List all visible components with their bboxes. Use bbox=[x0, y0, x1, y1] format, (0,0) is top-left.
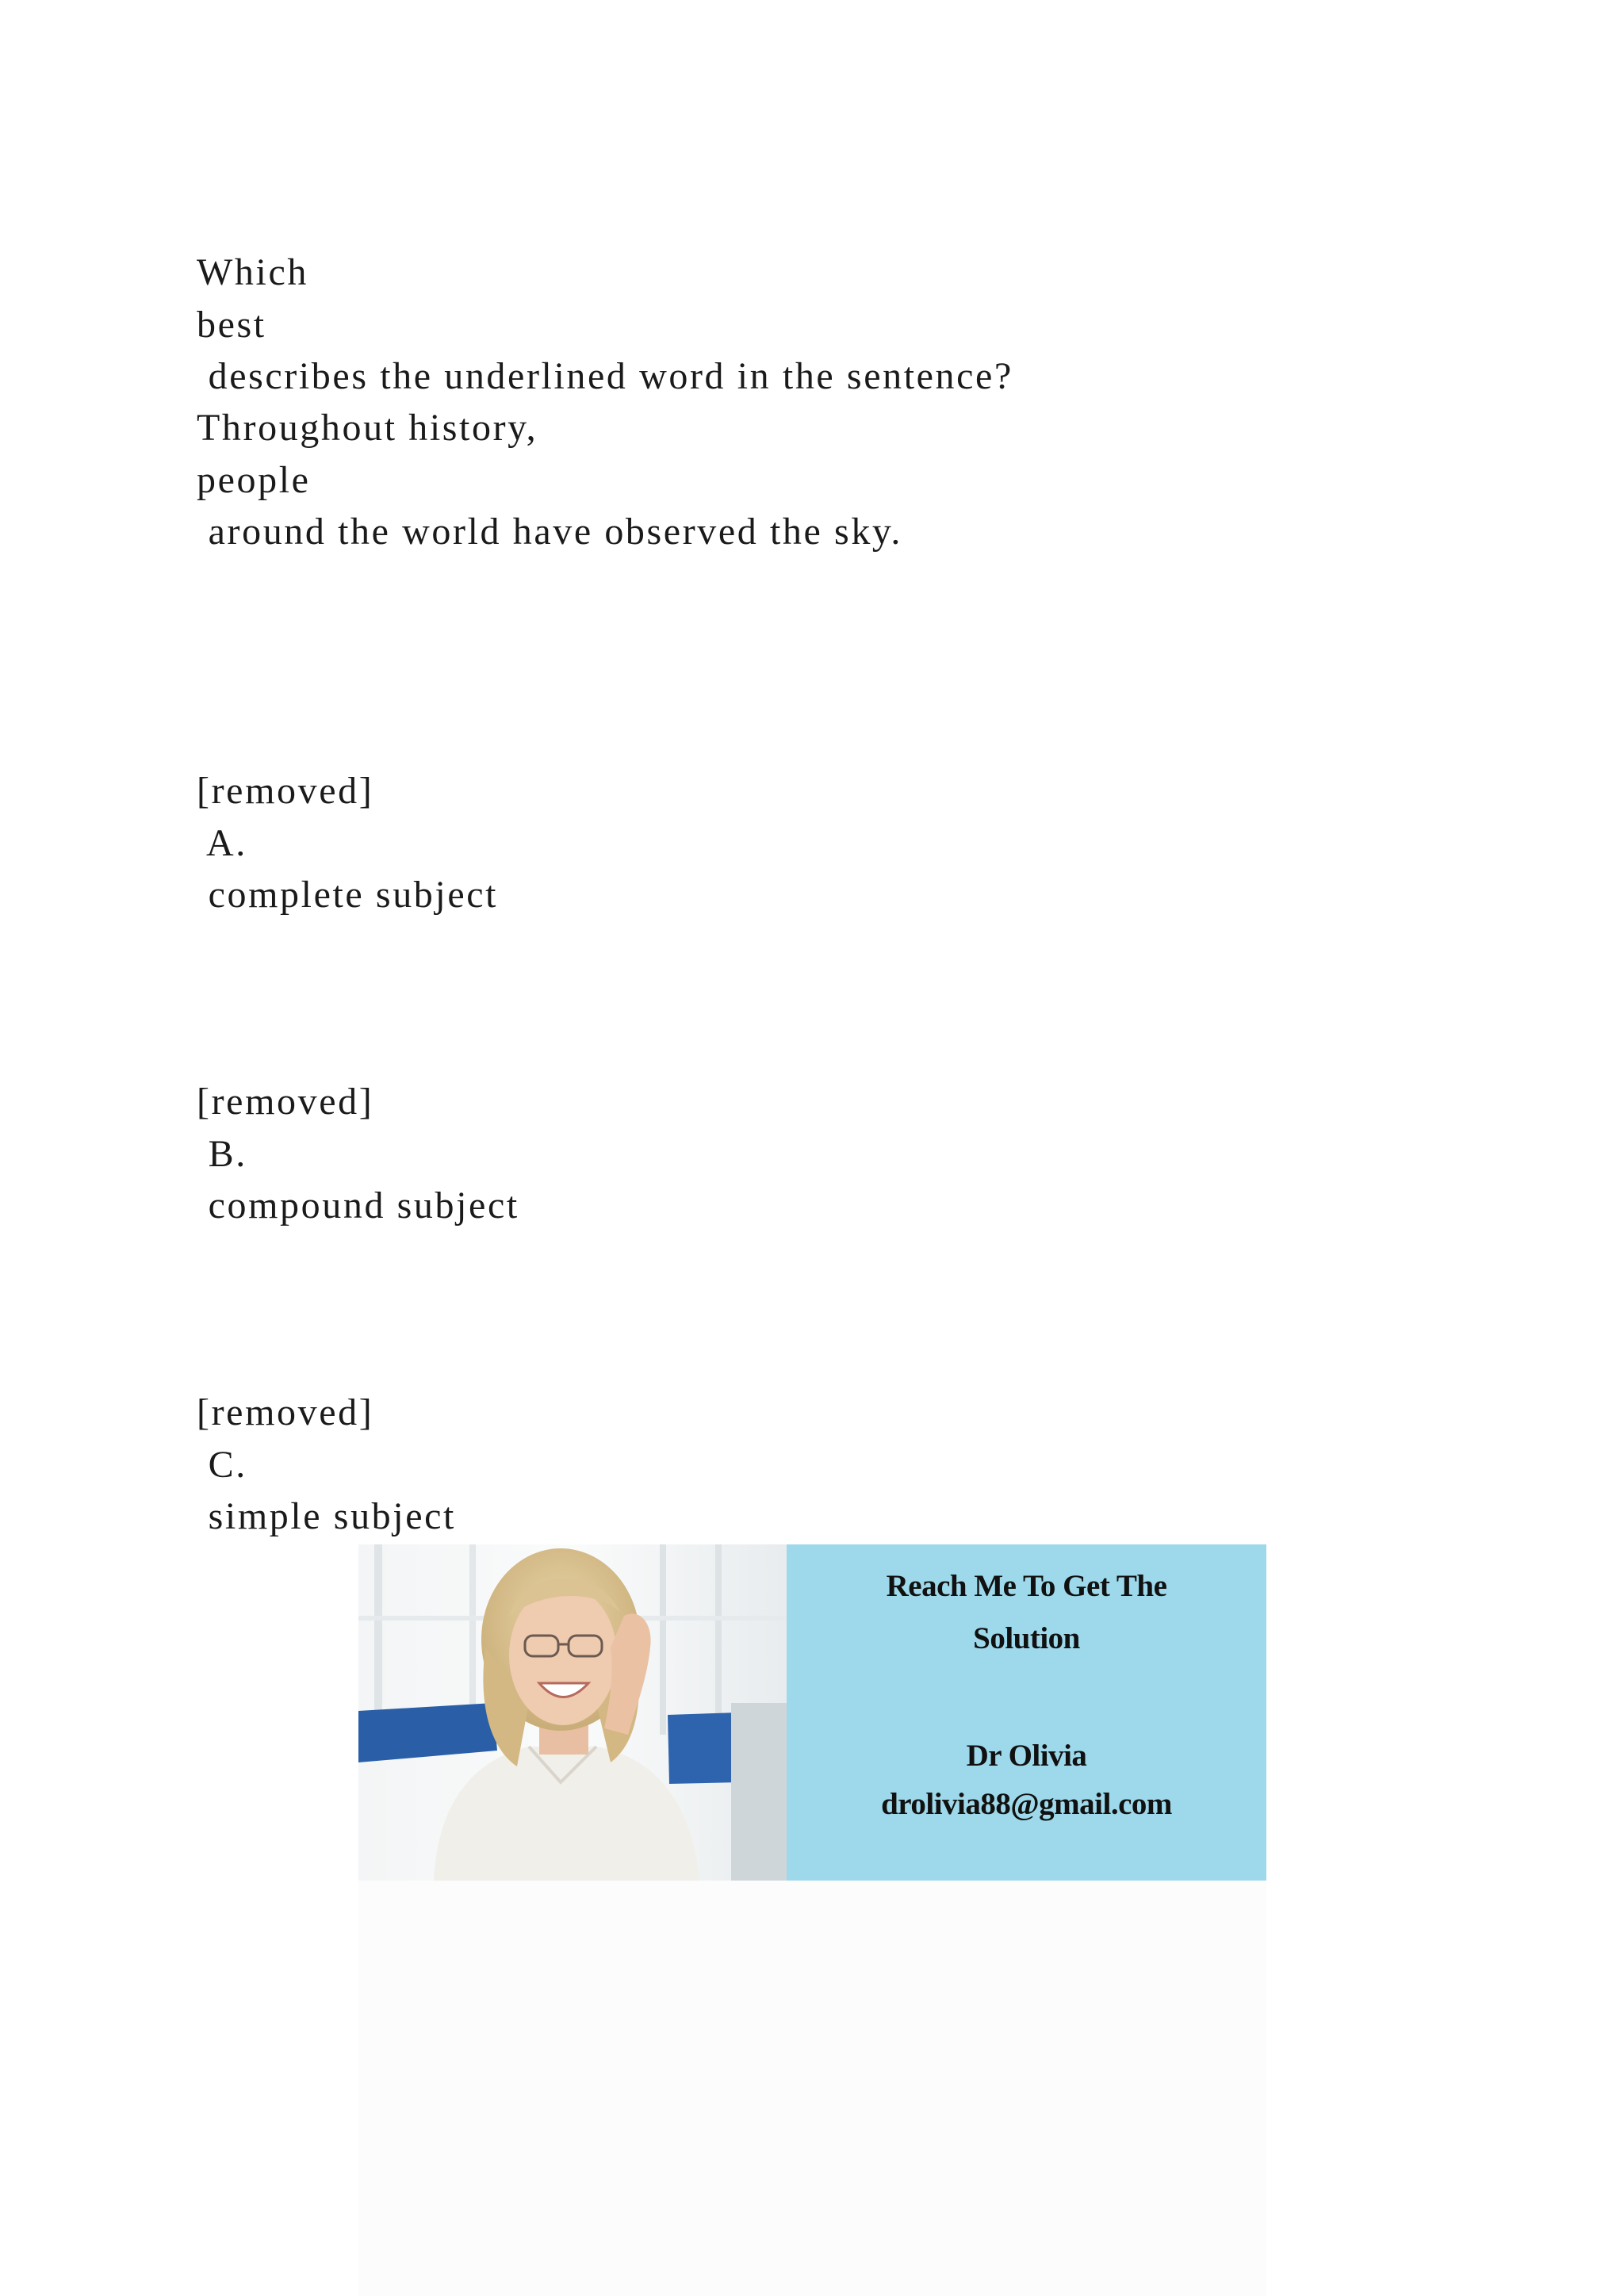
question-line: describes the underlined word in the sentence? bbox=[197, 355, 1013, 397]
contact-info-panel bbox=[787, 1544, 1266, 1881]
question-line: Throughout history, bbox=[197, 407, 538, 449]
option-text: compound subject bbox=[197, 1184, 519, 1226]
option-letter: A. bbox=[197, 822, 247, 864]
contact-email: drolivia88@gmail.com bbox=[881, 1787, 1172, 1821]
option-text: complete subject bbox=[197, 874, 499, 916]
ad-background bbox=[358, 1881, 1266, 2296]
question-line: best bbox=[197, 304, 266, 346]
contact-name: Dr Olivia bbox=[966, 1739, 1087, 1773]
option-removed-label: [removed] bbox=[197, 1391, 374, 1433]
contact-banner bbox=[358, 1544, 1266, 1881]
option-letter: B. bbox=[197, 1133, 247, 1175]
option-removed-label: [removed] bbox=[197, 770, 374, 812]
question-line: around the world have observed the sky. bbox=[197, 511, 902, 553]
contact-heading: Reach Me To Get The bbox=[886, 1569, 1167, 1603]
option-removed-label: [removed] bbox=[197, 1081, 374, 1123]
question-line: people bbox=[197, 459, 311, 501]
question-line: Which bbox=[197, 251, 308, 293]
option-letter: C. bbox=[197, 1444, 247, 1486]
option-text: simple subject bbox=[197, 1495, 456, 1537]
tutor-photo bbox=[358, 1544, 787, 1881]
contact-heading: Solution bbox=[973, 1621, 1080, 1655]
